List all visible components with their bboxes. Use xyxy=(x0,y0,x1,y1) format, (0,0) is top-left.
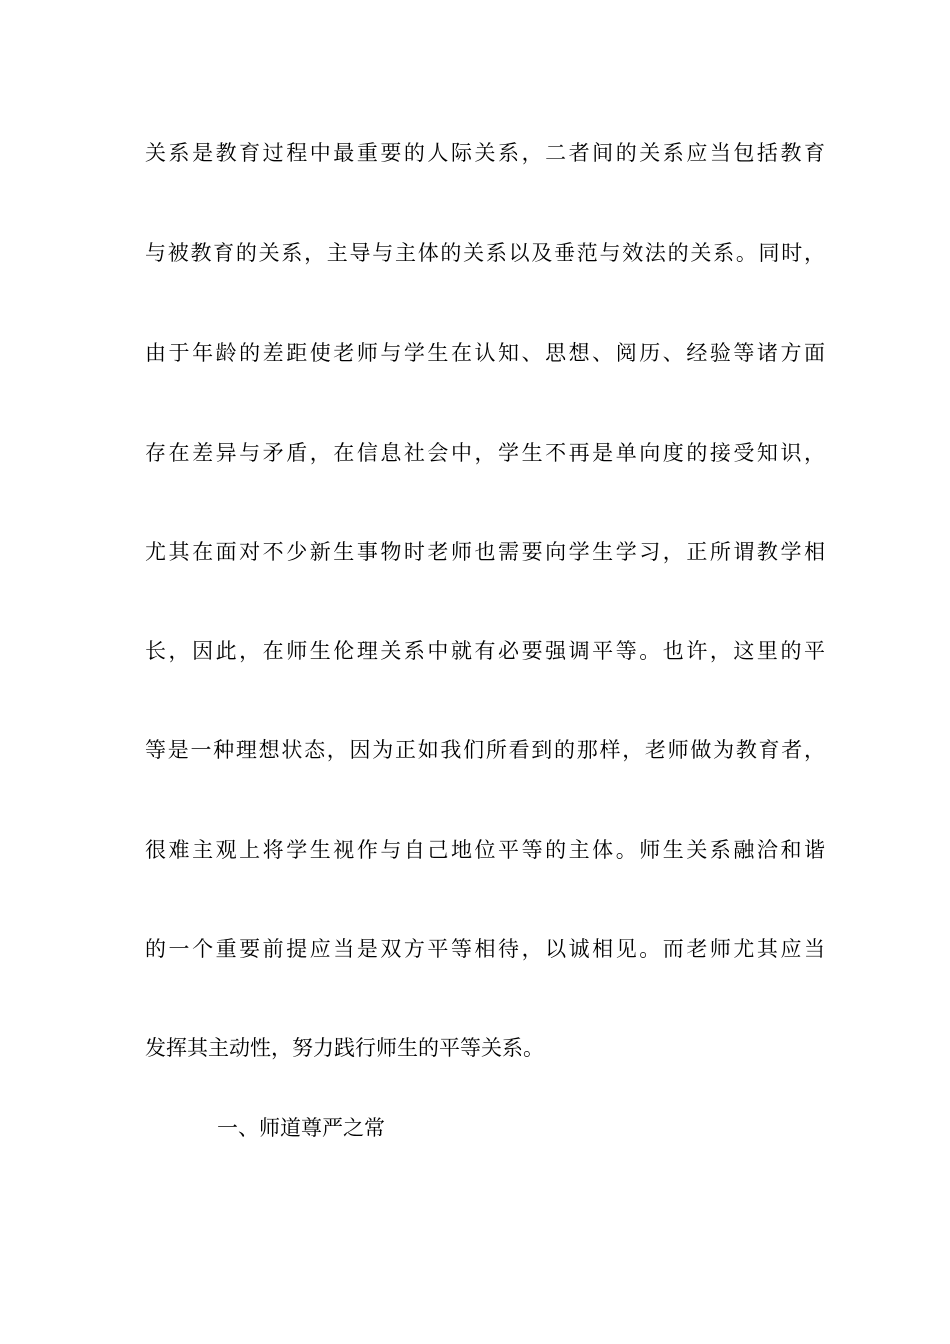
paragraph-line-1: 关系是教育过程中最重要的人际关系，二者间的关系应当包括教育 xyxy=(145,141,825,165)
paragraph-line-2: 与被教育的关系，主导与主体的关系以及垂范与效法的关系。同时， xyxy=(145,241,825,265)
paragraph-line-8: 很难主观上将学生视作与自己地位平等的主体。师生关系融洽和谐 xyxy=(145,838,825,862)
paragraph-line-9: 的一个重要前提应当是双方平等相待，以诚相见。而老师尤其应当 xyxy=(145,937,825,961)
paragraph-line-4: 存在差异与矛盾，在信息社会中，学生不再是单向度的接受知识， xyxy=(145,441,825,465)
paragraph-line-6: 长，因此，在师生伦理关系中就有必要强调平等。也许，这里的平 xyxy=(145,639,825,663)
paragraph-line-10: 发挥其主动性，努力践行师生的平等关系。 xyxy=(145,1036,544,1060)
section-heading: 一、师道尊严之常 xyxy=(217,1116,385,1140)
paragraph-line-7: 等是一种理想状态，因为正如我们所看到的那样，老师做为教育者， xyxy=(145,738,825,762)
paragraph-line-5: 尤其在面对不少新生事物时老师也需要向学生学习，正所谓教学相 xyxy=(145,540,825,564)
paragraph-line-3: 由于年龄的差距使老师与学生在认知、思想、阅历、经验等诸方面 xyxy=(145,341,825,365)
